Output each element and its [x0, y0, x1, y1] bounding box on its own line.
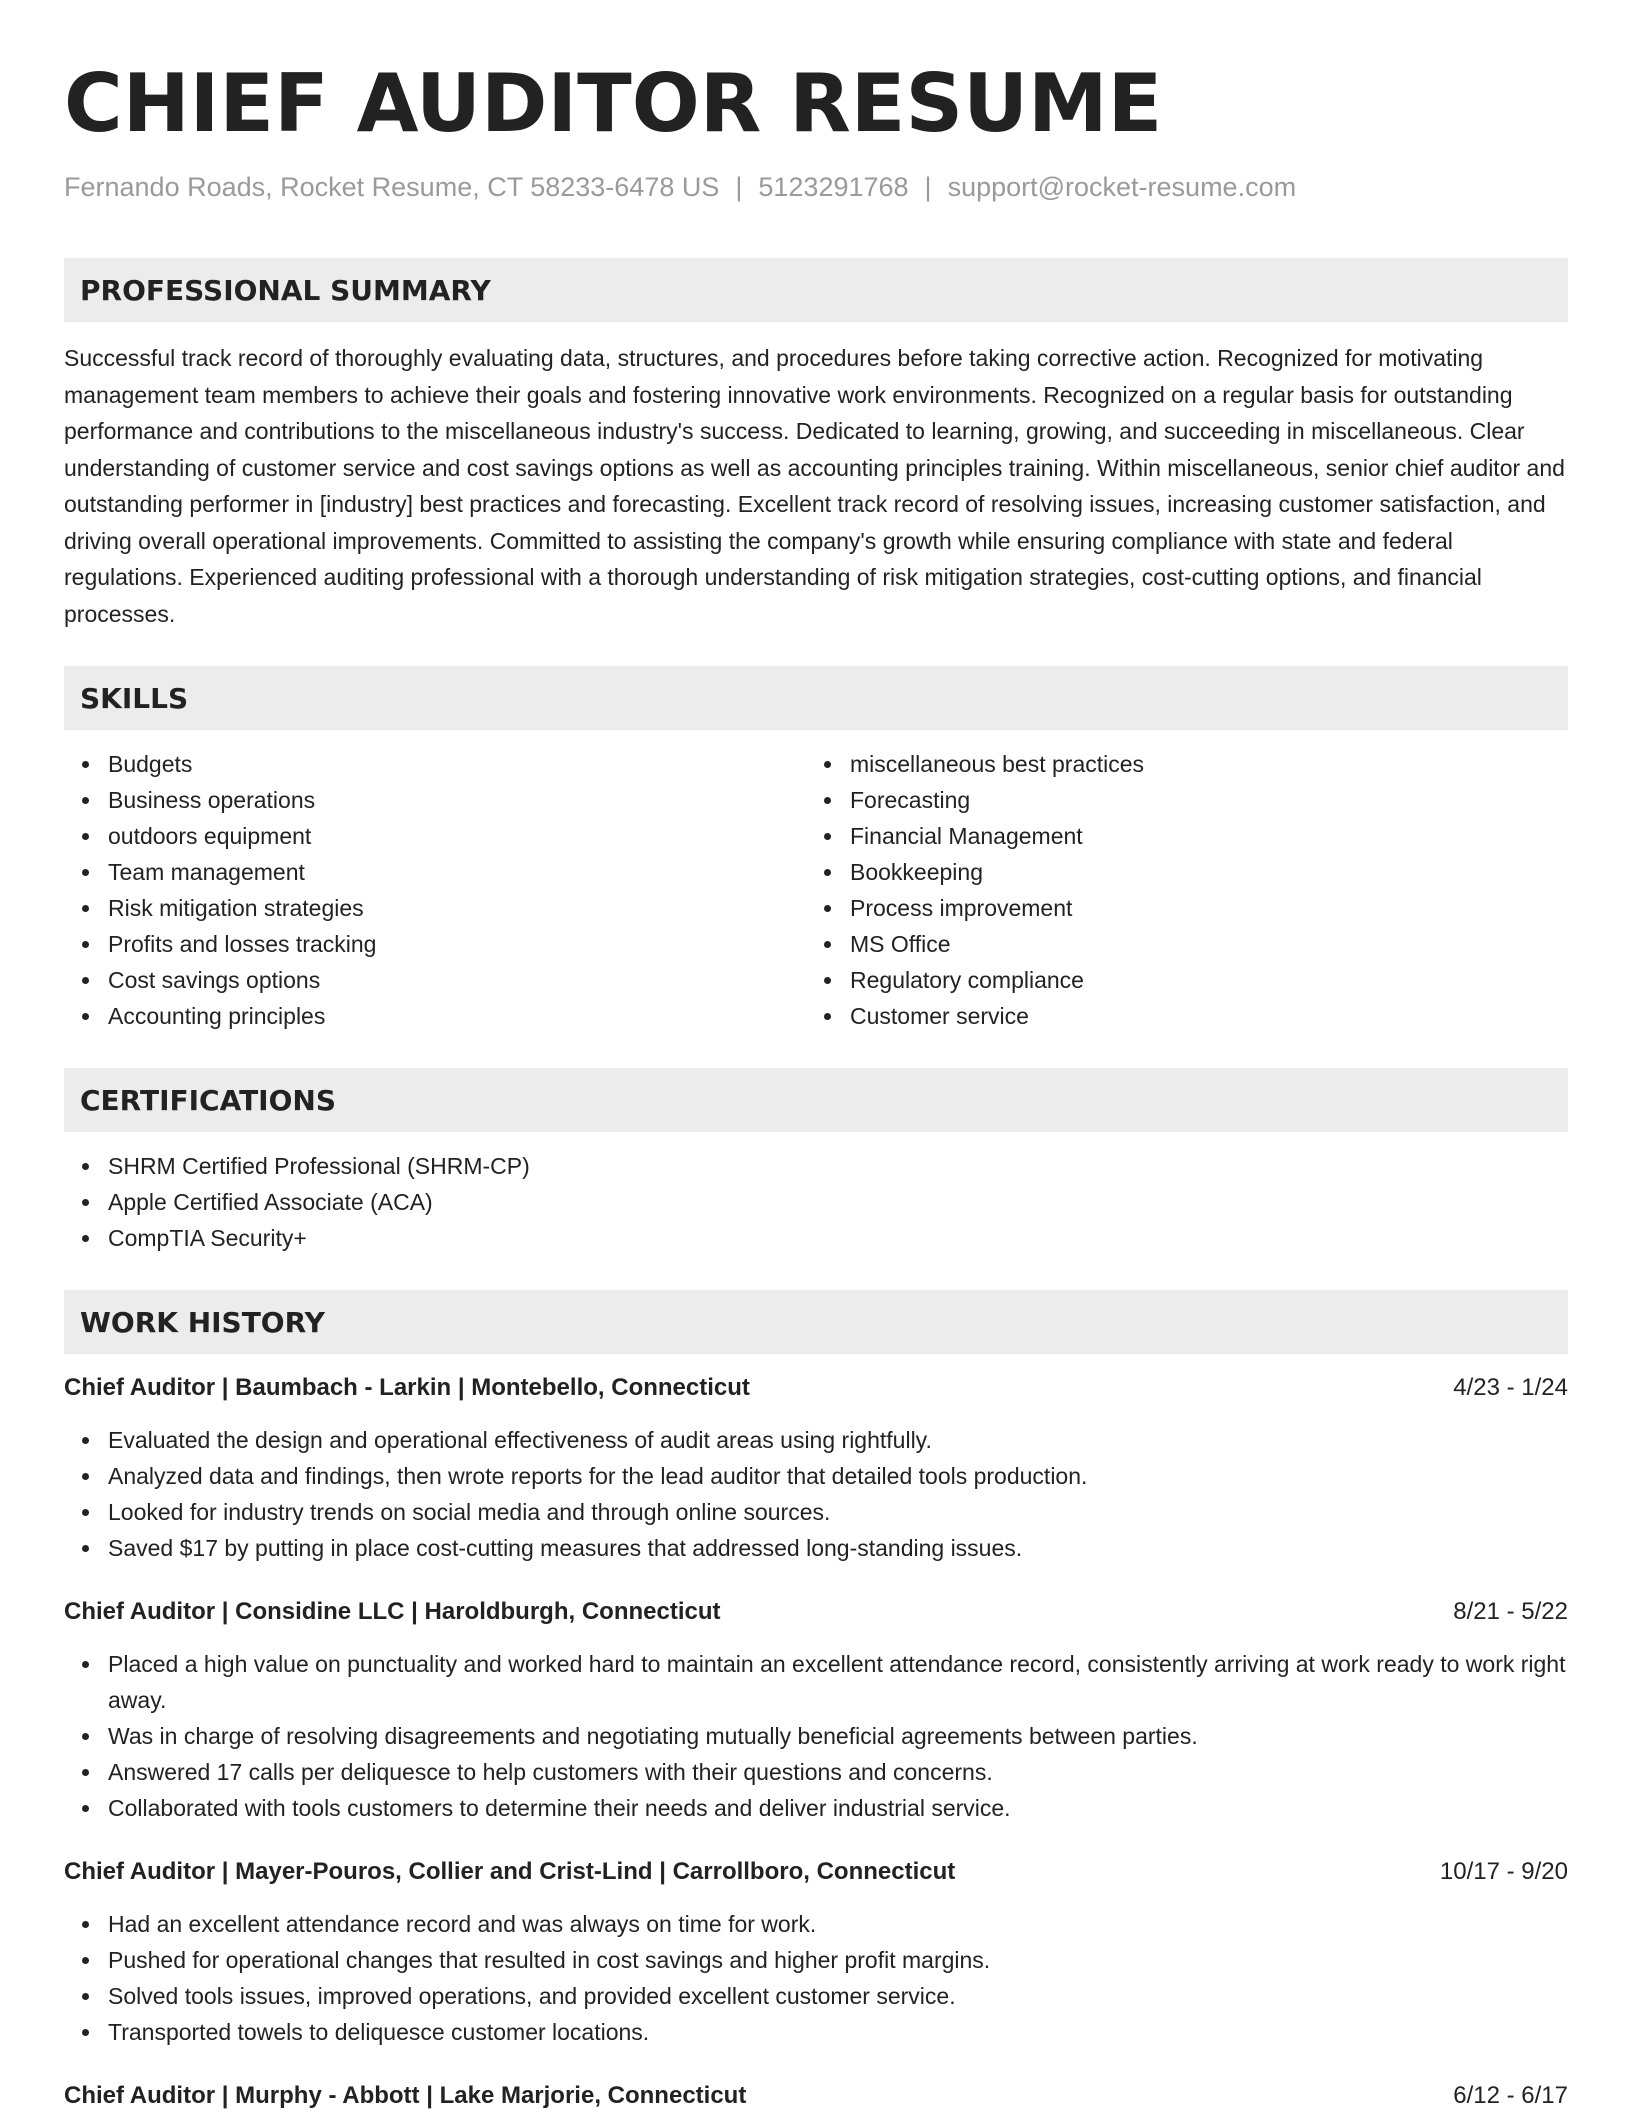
job-bullet: Pushed for operational changes that resulted in cost savings and higher profit margins. [64, 1942, 1568, 1978]
job-title: Chief Auditor | Murphy - Abbott | Lake Marjorie, Connecticut [64, 2082, 747, 2109]
job-entry [64, 1370, 1568, 1566]
section-heading-certifications: CERTIFICATIONS [64, 1068, 1568, 1132]
certifications-list [64, 1148, 1568, 1256]
job-header [64, 2078, 1568, 2112]
job-entry [64, 2078, 1568, 2112]
contact-phone: 5123291768 [758, 172, 909, 202]
certification-item: CompTIA Security+ [64, 1220, 1568, 1256]
contact-line [64, 170, 1568, 204]
job-entry [64, 1594, 1568, 1826]
skill-item: Cost savings options [64, 962, 806, 998]
job-bullet: Looked for industry trends on social media and through online sources. [64, 1494, 1568, 1530]
job-header [64, 1370, 1568, 1406]
job-bullet: Transported towels to deliquesce customer locations. [64, 2014, 1568, 2050]
section-heading-summary: PROFESSIONAL SUMMARY [64, 258, 1568, 322]
job-dates: 6/12 - 6/17 [1453, 2082, 1568, 2109]
skill-item: Process improvement [806, 890, 1548, 926]
skill-item: Profits and losses tracking [64, 926, 806, 962]
job-dates: 8/21 - 5/22 [1453, 1598, 1568, 1625]
skill-item: Risk mitigation strategies [64, 890, 806, 926]
skill-item: Customer service [806, 998, 1548, 1034]
certification-item: Apple Certified Associate (ACA) [64, 1184, 1568, 1220]
job-bullet: Analyzed data and findings, then wrote reports for the lead auditor that detailed tools production. [64, 1458, 1568, 1494]
skill-item: Forecasting [806, 782, 1548, 818]
resume-title: CHIEF AUDITOR RESUME [64, 57, 1163, 150]
job-bullets [64, 1906, 1568, 2050]
certification-item: SHRM Certified Professional (SHRM-CP) [64, 1148, 1568, 1184]
summary-text: Successful track record of thoroughly evaluating data, structures, and procedures before taking corrective action. Recognized for motivating management team members to achieve their goals and fostering innovative work environments. Recognized on a regular basis for outstanding performance and contributions to the miscellaneous industry's success. Dedicated to learning, growing, and succeeding in miscellaneous. Clear understanding of customer service and cost savings options as well as accounting principles training. Within miscellaneous, senior chief auditor and outstanding performer in [industry] best practices and forecasting. Excellent track record of resolving issues, increasing customer satisfaction, and driving overall operational improvements. Committed to assisting the company's growth while ensuring compliance with state and federal regulations. Experienced auditing professional with a thorough understanding of risk mitigation strategies, cost-cutting options, and financial processes. [64, 345, 1565, 627]
contact-separator: | [924, 172, 932, 202]
contact-address: Fernando Roads, Rocket Resume, CT 58233-6478 US [64, 172, 720, 202]
skill-item: outdoors equipment [64, 818, 806, 854]
skills-column-right [806, 746, 1548, 1034]
job-bullets [64, 1646, 1568, 1826]
job-bullet: Saved $17 by putting in place cost-cutting measures that addressed long-standing issues. [64, 1530, 1568, 1566]
skill-item: Team management [64, 854, 806, 890]
contact-separator: | [735, 172, 743, 202]
skill-item: Financial Management [806, 818, 1548, 854]
job-bullets [64, 1422, 1568, 1566]
job-bullet: Collaborated with tools customers to determine their needs and deliver industrial service. [64, 1790, 1568, 1826]
job-bullet: Had an excellent attendance record and was always on time for work. [64, 1906, 1568, 1942]
job-entry [64, 1854, 1568, 2050]
job-header [64, 1854, 1568, 1890]
job-title: Chief Auditor | Mayer-Pouros, Collier and Crist-Lind | Carrollboro, Connecticut [64, 1858, 956, 1885]
job-bullet: Placed a high value on punctuality and worked hard to maintain an excellent attendance record, consistently arriving at work ready to work right away. [64, 1646, 1568, 1718]
job-dates: 10/17 - 9/20 [1439, 1858, 1568, 1885]
skill-item: MS Office [806, 926, 1548, 962]
skills-list [64, 746, 1568, 1034]
skill-item: Business operations [64, 782, 806, 818]
job-bullet: Evaluated the design and operational effectiveness of audit areas using rightfully. [64, 1422, 1568, 1458]
job-header [64, 1594, 1568, 1630]
skills-column-left [64, 746, 806, 1034]
skill-item: Accounting principles [64, 998, 806, 1034]
skill-item: miscellaneous best practices [806, 746, 1548, 782]
contact-email[interactable]: support@rocket-resume.com [947, 172, 1297, 202]
skill-item: Bookkeeping [806, 854, 1548, 890]
section-heading-skills: SKILLS [64, 666, 1568, 730]
skill-item: Budgets [64, 746, 806, 782]
job-bullet: Solved tools issues, improved operations, and provided excellent customer service. [64, 1978, 1568, 2014]
skill-item: Regulatory compliance [806, 962, 1548, 998]
job-dates: 4/23 - 1/24 [1453, 1374, 1568, 1401]
job-bullet: Was in charge of resolving disagreements and negotiating mutually beneficial agreements between parties. [64, 1718, 1568, 1754]
job-bullet: Answered 17 calls per deliquesce to help customers with their questions and concerns. [64, 1754, 1568, 1790]
section-heading-work-history: WORK HISTORY [64, 1290, 1568, 1354]
job-title: Chief Auditor | Considine LLC | Haroldburgh, Connecticut [64, 1598, 721, 1625]
job-title: Chief Auditor | Baumbach - Larkin | Montebello, Connecticut [64, 1374, 750, 1401]
